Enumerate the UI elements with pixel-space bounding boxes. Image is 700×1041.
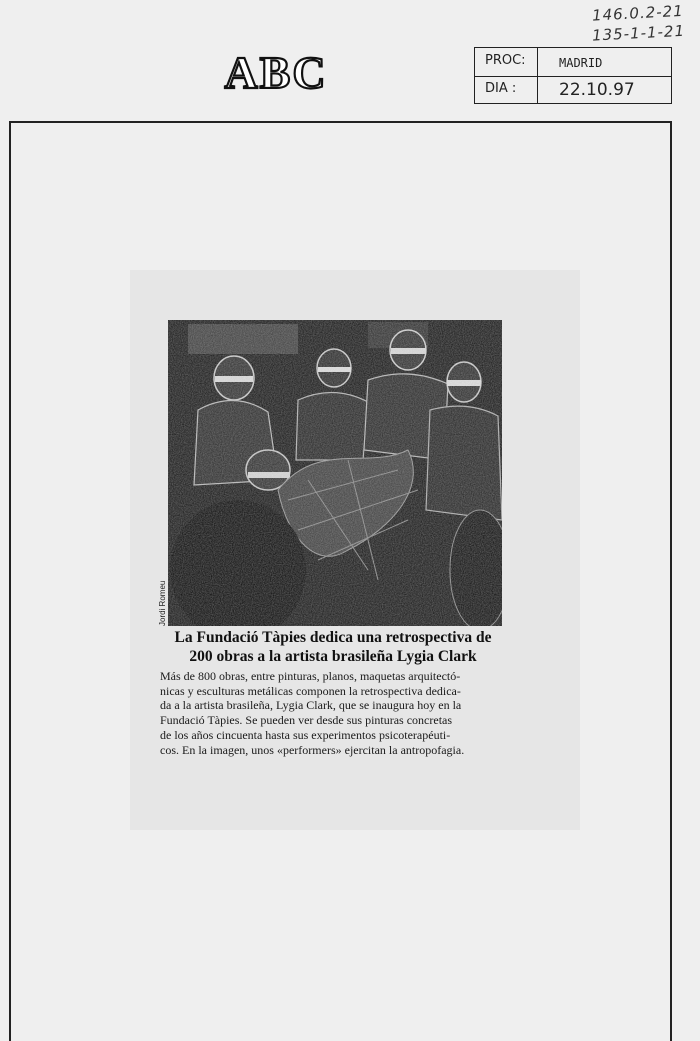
article-body	[160, 669, 500, 757]
svg-text:ABC: ABC	[224, 47, 328, 98]
body-line-1: Más de 800 obras, entre pinturas, planos, maquetas arquitectó-	[160, 669, 461, 683]
stamp-row-proc	[475, 48, 671, 77]
stamp-dia-value: 22.10.97	[559, 80, 635, 100]
body-line-4: Fundació Tàpies. Se pueden ver desde sus pinturas concretas	[160, 713, 453, 728]
newspaper-logo	[206, 44, 346, 100]
article-headline	[150, 628, 516, 666]
photo-credit: Jordi Romeu	[158, 580, 167, 626]
body-line-2: nicas y esculturas metálicas componen la retrospectiva dedica-	[160, 683, 461, 698]
stamp-proc-label: PROC:	[485, 53, 526, 68]
body-line-6: cos. En la imagen, unos «performers» ejercitan la antropofagia.	[160, 742, 465, 757]
stamp-row-dia	[475, 76, 671, 104]
stamp-dia-label: DIA :	[485, 81, 517, 96]
photo-image	[168, 320, 502, 626]
headline-line-2: 200 obras a la artista brasileña Lygia Clark	[189, 648, 477, 665]
archive-number-1: 146.0.2-21	[591, 1, 685, 25]
article-photo	[168, 320, 502, 626]
stamp-proc-value: MADRID	[559, 56, 603, 70]
headline-line-1: La Fundació Tàpies dedica una retrospectiva de	[174, 629, 492, 646]
archive-number-2: 135-1-1-21	[591, 21, 686, 45]
archive-stamp	[474, 47, 672, 104]
body-line-5: de los años cincuenta hasta sus experimentos psicoterapéuti-	[160, 727, 451, 742]
body-line-3: da a la artista brasileña, Lygia Clark, que se inaugura hoy en la	[160, 698, 462, 713]
